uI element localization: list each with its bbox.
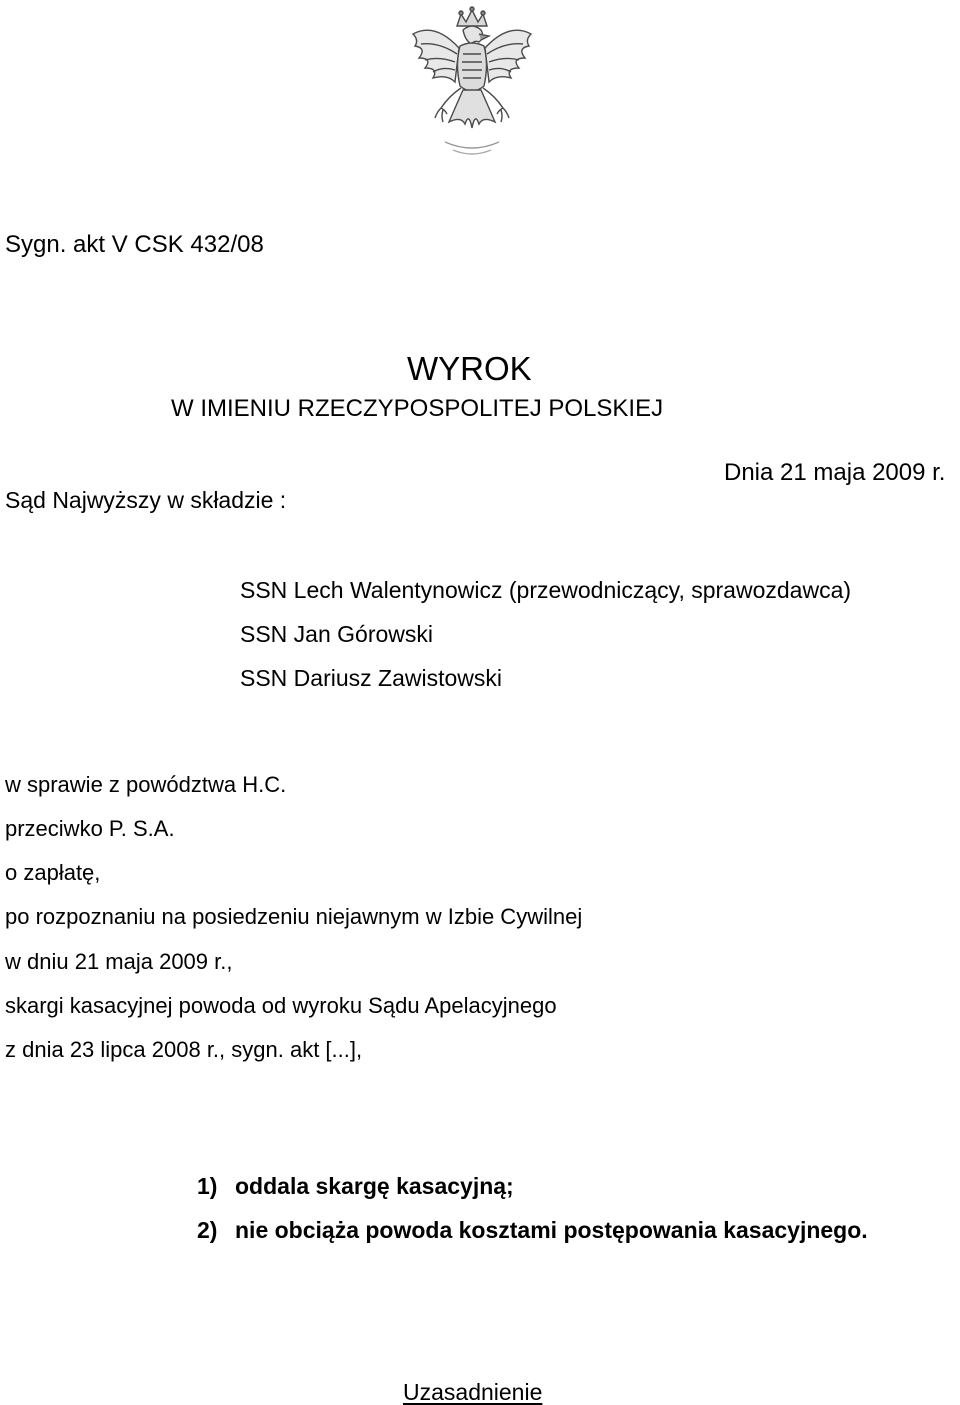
judgment-date: Dnia 21 maja 2009 r. — [724, 459, 946, 486]
ruling-text: nie obciąża powoda kosztami postępowania kasacyjnego. — [235, 1217, 868, 1243]
judge-item: SSN Dariusz Zawistowski — [240, 665, 502, 691]
document-subtitle: W IMIENIU RZECZYPOSPOLITEJ POLSKIEJ — [171, 395, 664, 422]
case-signature: Sygn. akt V CSK 432/08 — [5, 231, 264, 258]
ruling-number: 1) — [197, 1173, 218, 1199]
case-detail-line: po rozpoznaniu na posiedzeniu niejawnym w Izbie Cywilnej — [5, 904, 583, 929]
ruling-item — [197, 1219, 868, 1242]
court-composition-intro: Sąd Najwyższy w składzie : — [5, 487, 287, 513]
judge-item: SSN Lech Walentynowicz (przewodniczący, sprawozdawca) — [240, 577, 852, 603]
case-detail-line: w sprawie z powództwa H.C. — [5, 772, 287, 797]
document-title: WYROK — [407, 350, 532, 387]
judge-item: SSN Jan Górowski — [240, 621, 434, 647]
ruling-text: oddala skargę kasacyjną; — [235, 1173, 514, 1199]
case-detail-line: o zapłatę, — [5, 860, 101, 885]
case-detail-line: przeciwko P. S.A. — [5, 816, 175, 841]
case-detail-line: skargi kasacyjnej powoda od wyroku Sądu Apelacyjnego — [5, 993, 557, 1018]
case-detail-line: z dnia 23 lipca 2008 r., sygn. akt [...], — [5, 1037, 363, 1062]
case-detail-line: w dniu 21 maja 2009 r., — [5, 949, 233, 974]
ruling-item — [197, 1175, 514, 1198]
ruling-number: 2) — [197, 1217, 218, 1243]
justification-heading: Uzasadnienie — [403, 1379, 543, 1405]
polish-eagle-emblem-icon — [405, 4, 540, 164]
